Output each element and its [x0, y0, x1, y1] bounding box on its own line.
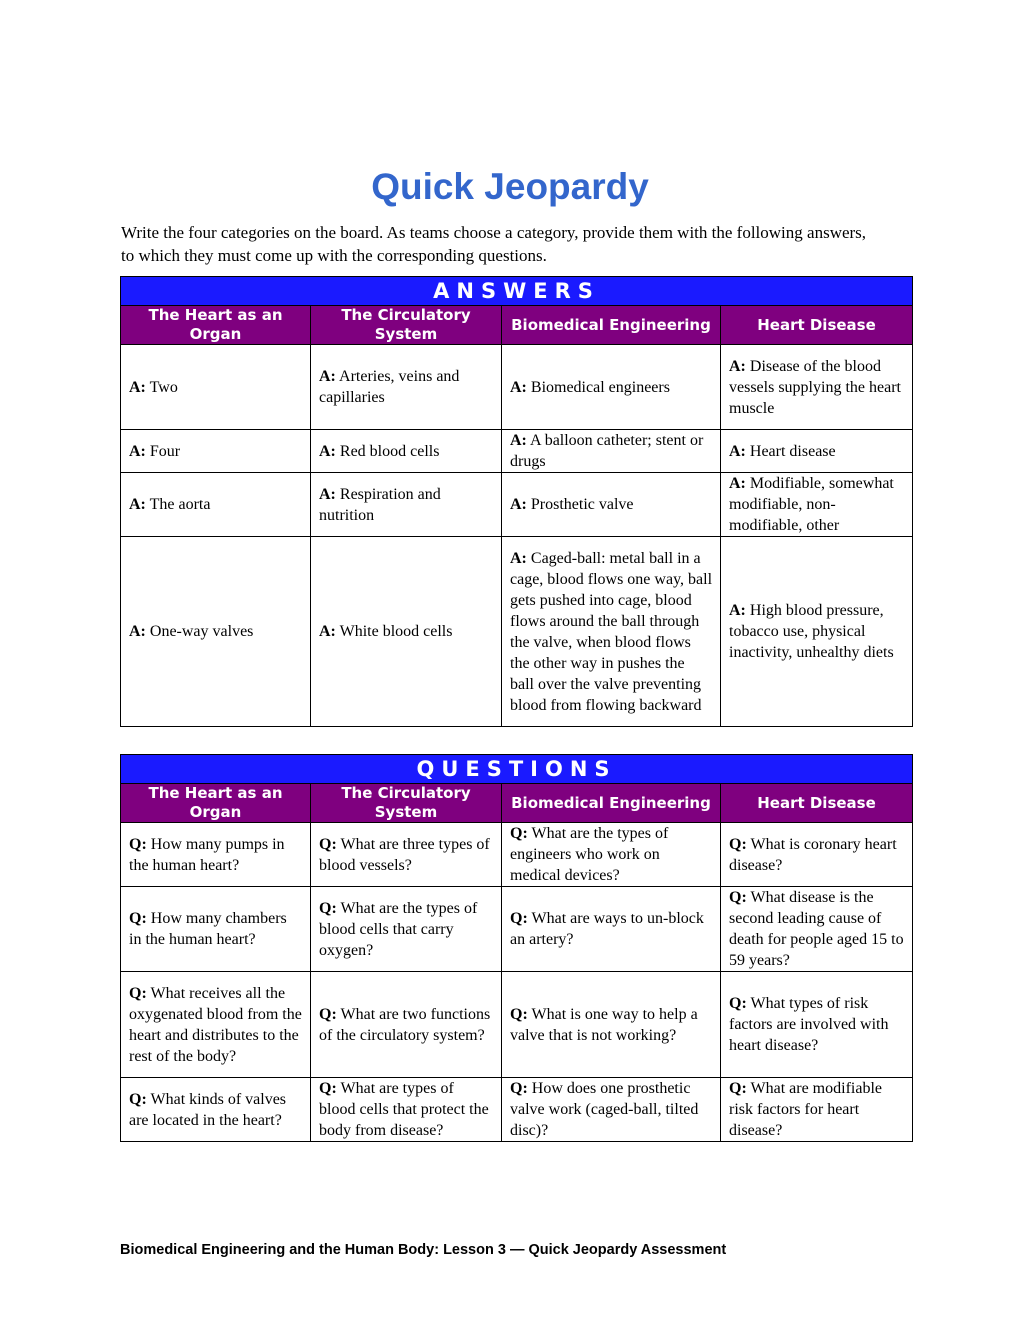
question-cell — [121, 1078, 311, 1142]
question-prefix: Q: — [319, 835, 337, 853]
question-prefix: Q: — [319, 1005, 337, 1023]
question-cell — [311, 823, 502, 887]
answer-cell — [121, 537, 311, 727]
question-cell — [121, 887, 311, 972]
answer-prefix: A: — [319, 485, 336, 503]
question-cell — [311, 1078, 502, 1142]
question-cell — [502, 972, 721, 1078]
answer-prefix: A: — [510, 432, 527, 449]
question-text: What are the types of engineers who work on medical devices? — [510, 825, 669, 884]
question-text: What is one way to help a valve that is not working? — [510, 1005, 698, 1044]
question-text: What is coronary heart disease? — [729, 835, 897, 874]
answer-cell — [721, 430, 913, 473]
question-cell — [311, 972, 502, 1078]
answer-prefix: A: — [510, 378, 527, 396]
question-prefix: Q: — [129, 984, 147, 1002]
answer-prefix: A: — [319, 368, 336, 385]
category-header: Heart Disease — [721, 784, 913, 823]
answer-prefix: A: — [129, 623, 146, 640]
category-header: The Circulatory System — [311, 306, 502, 345]
category-header: Heart Disease — [721, 306, 913, 345]
answer-prefix: A: — [510, 496, 527, 513]
answer-cell — [311, 345, 502, 430]
question-cell — [502, 1078, 721, 1142]
answer-text: Two — [149, 378, 178, 396]
question-prefix: Q: — [729, 1080, 747, 1097]
answer-cell — [502, 430, 721, 473]
answer-cell — [121, 473, 311, 537]
answer-prefix: A: — [129, 378, 146, 396]
answer-text: Modifiable, somewhat modifiable, non-modifiable, other — [729, 475, 894, 534]
category-header: The Circulatory System — [311, 784, 502, 823]
question-cell — [121, 972, 311, 1078]
answer-prefix: A: — [319, 623, 336, 640]
answer-cell — [311, 537, 502, 727]
question-prefix: Q: — [129, 1090, 147, 1108]
answer-text: Biomedical engineers — [530, 378, 670, 396]
answer-row — [121, 430, 913, 473]
question-cell — [502, 887, 721, 972]
answer-text: Red blood cells — [339, 442, 440, 460]
question-prefix: Q: — [129, 835, 147, 853]
answer-text: Heart disease — [749, 442, 836, 460]
answer-text: One-way valves — [149, 623, 254, 640]
answer-cell — [721, 345, 913, 430]
category-header: The Heart as an Organ — [121, 306, 311, 345]
category-header: Biomedical Engineering — [502, 784, 721, 823]
answer-text: Respiration and nutrition — [319, 485, 441, 524]
question-text: What are three types of blood vessels? — [319, 835, 490, 874]
question-prefix: Q: — [729, 889, 747, 906]
question-text: How does one prosthetic valve work (caged-ball, tilted disc)? — [510, 1080, 699, 1139]
question-row — [121, 887, 913, 972]
answer-text: The aorta — [149, 496, 211, 513]
answers-table — [120, 276, 913, 727]
answer-cell — [121, 345, 311, 430]
category-header: Biomedical Engineering — [502, 306, 721, 345]
answer-cell — [311, 473, 502, 537]
page-title: Quick Jeopardy — [371, 166, 649, 207]
answer-prefix: A: — [729, 602, 746, 619]
question-prefix: Q: — [510, 910, 528, 927]
answer-row — [121, 345, 913, 430]
question-text: What are ways to un-block an artery? — [510, 910, 704, 948]
question-prefix: Q: — [129, 910, 147, 927]
answer-cell — [502, 473, 721, 537]
answer-prefix: A: — [319, 442, 336, 460]
answer-prefix: A: — [129, 442, 146, 460]
answer-row — [121, 537, 913, 727]
question-row — [121, 1078, 913, 1142]
question-cell — [721, 887, 913, 972]
question-cell — [121, 823, 311, 887]
answer-cell — [502, 345, 721, 430]
question-row — [121, 972, 913, 1078]
questions-heading: QUESTIONS — [121, 755, 913, 784]
answer-cell — [721, 473, 913, 537]
answer-row — [121, 473, 913, 537]
answer-prefix: A: — [129, 496, 146, 513]
answer-text: Disease of the blood vessels supplying the heart muscle — [729, 357, 901, 417]
question-text: How many chambers in the human heart? — [129, 910, 287, 948]
answer-text: White blood cells — [339, 623, 453, 640]
page-footer: Biomedical Engineering and the Human Body: Lesson 3 — Quick Jeopardy Assessment — [120, 1242, 727, 1258]
answer-prefix: A: — [729, 357, 746, 375]
answer-text: High blood pressure, tobacco use, physical inactivity, unhealthy diets — [729, 602, 894, 661]
question-text: What are two functions of the circulatory system? — [319, 1005, 491, 1044]
intro-paragraph: Write the four categories on the board. As teams choose a category, provide them with the following answers, to which they must come up with the corresponding questions. — [121, 223, 867, 265]
question-prefix: Q: — [729, 995, 747, 1012]
question-cell — [721, 1078, 913, 1142]
answer-cell — [311, 430, 502, 473]
question-cell — [721, 823, 913, 887]
question-text: What are types of blood cells that protect the body from disease? — [319, 1080, 489, 1139]
answer-prefix: A: — [510, 549, 527, 567]
question-text: What are the types of blood cells that carry oxygen? — [319, 899, 478, 959]
question-cell — [502, 823, 721, 887]
question-text: What types of risk factors are involved with heart disease? — [729, 995, 889, 1054]
answer-text: A balloon catheter; stent or drugs — [510, 432, 704, 470]
answer-text: Prosthetic valve — [530, 496, 634, 513]
answer-cell — [502, 537, 721, 727]
question-prefix: Q: — [319, 1080, 337, 1097]
question-prefix: Q: — [729, 835, 747, 853]
question-row — [121, 823, 913, 887]
question-cell — [311, 887, 502, 972]
answer-cell — [121, 430, 311, 473]
answer-prefix: A: — [729, 475, 746, 492]
question-text: What disease is the second leading cause of death for people aged 15 to 59 years? — [729, 889, 904, 969]
question-text: How many pumps in the human heart? — [129, 835, 285, 874]
answer-prefix: A: — [729, 442, 746, 460]
category-header: The Heart as an Organ — [121, 784, 311, 823]
question-text: What kinds of valves are located in the heart? — [129, 1090, 287, 1129]
question-prefix: Q: — [319, 899, 337, 917]
answer-text: Arteries, veins and capillaries — [319, 368, 460, 406]
question-text: What are modifiable risk factors for heart disease? — [729, 1080, 882, 1139]
answer-cell — [721, 537, 913, 727]
questions-table — [120, 754, 913, 1142]
question-prefix: Q: — [510, 825, 528, 842]
question-cell — [721, 972, 913, 1078]
question-text: What receives all the oxygenated blood from the heart and distributes to the rest of the body? — [129, 984, 302, 1065]
question-prefix: Q: — [510, 1005, 528, 1023]
answer-text: Caged-ball: metal ball in a cage, blood flows one way, ball gets pushed into cage, blood flows around the ball through the valve, when blood flows the other way in pushes the ball over the valve preventing blood from flowing backward — [510, 549, 713, 714]
answers-heading: ANSWERS — [121, 277, 913, 306]
answer-text: Four — [149, 442, 181, 460]
question-prefix: Q: — [510, 1080, 528, 1097]
